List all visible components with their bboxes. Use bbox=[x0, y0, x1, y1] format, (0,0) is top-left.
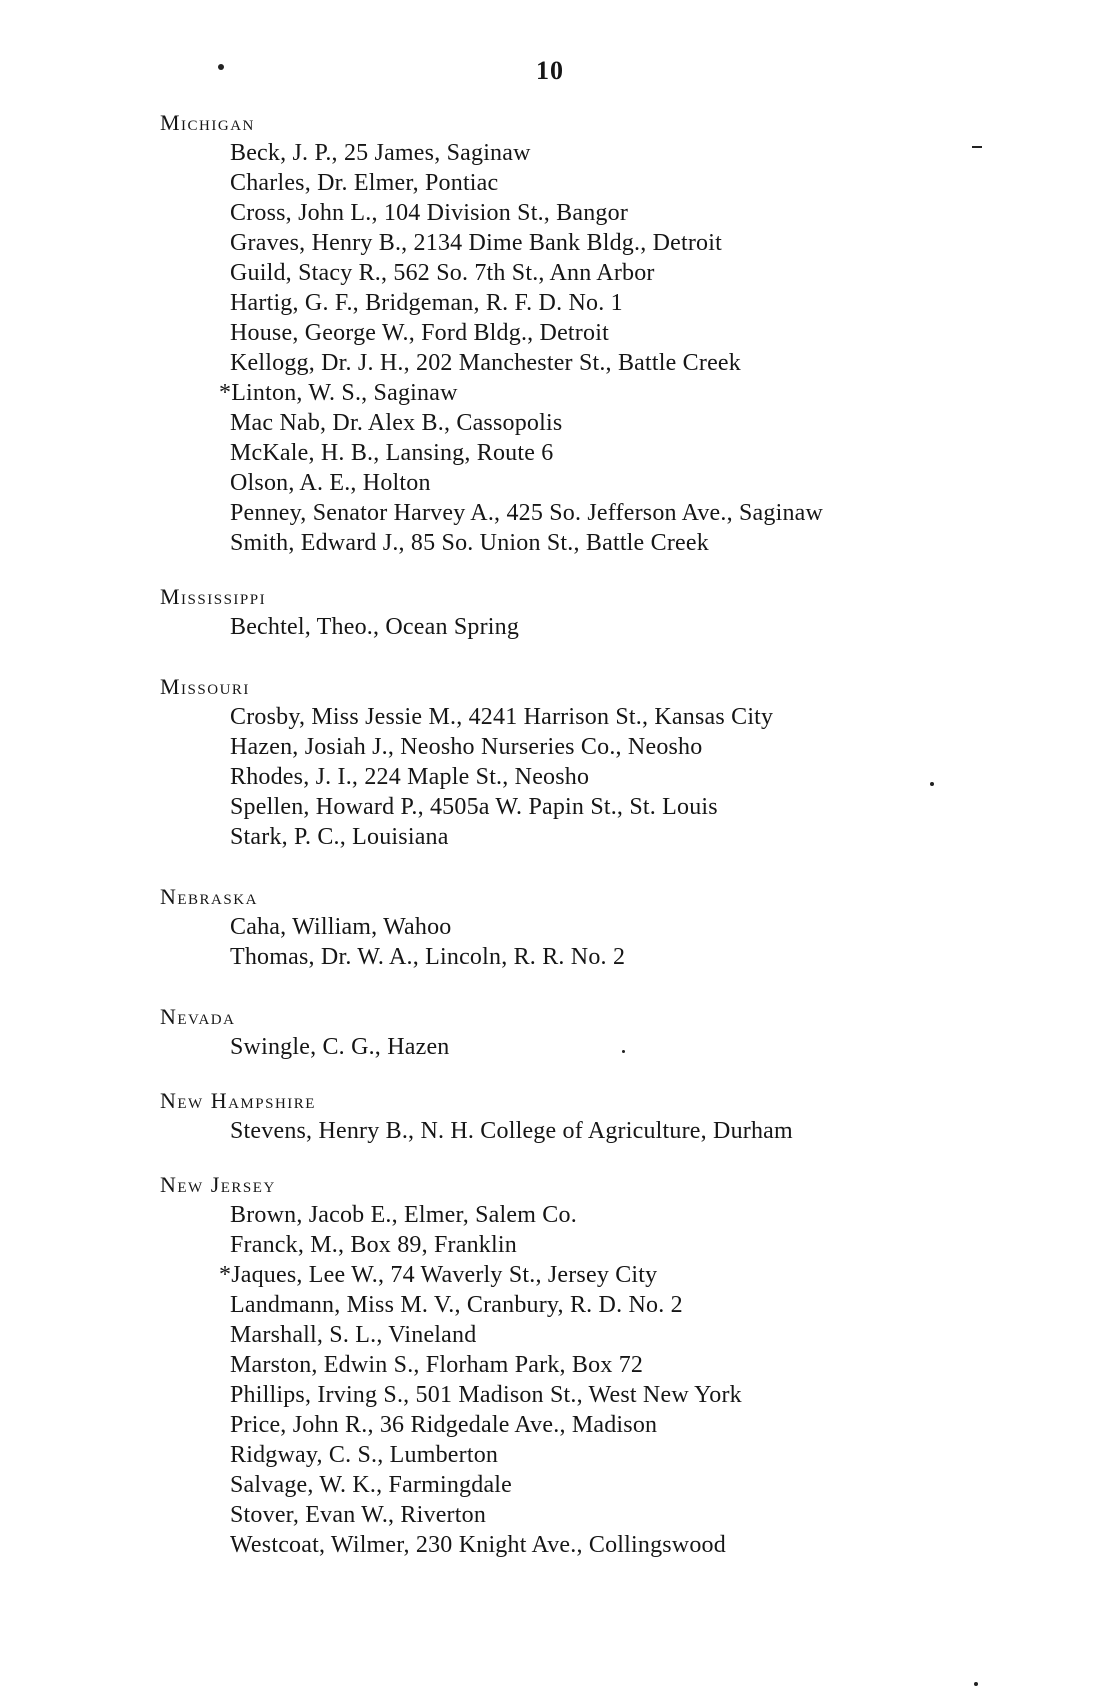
member-entry: Stover, Evan W., Riverton bbox=[230, 1502, 487, 1528]
member-entry: Crosby, Miss Jessie M., 4241 Harrison St., Kansas City bbox=[230, 704, 774, 730]
page-number: 10 bbox=[536, 56, 564, 85]
member-list bbox=[160, 612, 1060, 642]
member-entry: *Jaques, Lee W., 74 Waverly St., Jersey City bbox=[219, 1262, 658, 1288]
member-entry: Marshall, S. L., Vineland bbox=[230, 1322, 477, 1348]
member-entry: Hazen, Josiah J., Neosho Nurseries Co., Neosho bbox=[230, 734, 703, 760]
member-list bbox=[160, 1032, 1060, 1062]
member-entry: Mac Nab, Dr. Alex B., Cassopolis bbox=[230, 410, 563, 436]
state-heading: Michigan bbox=[160, 110, 255, 135]
state-section-nevada bbox=[160, 1002, 1060, 1062]
member-entry: Thomas, Dr. W. A., Lincoln, R. R. No. 2 bbox=[230, 944, 626, 970]
member-list bbox=[160, 1116, 1060, 1146]
member-entry: Penney, Senator Harvey A., 425 So. Jefferson Ave., Saginaw bbox=[230, 500, 824, 526]
member-list bbox=[160, 1200, 1060, 1560]
member-entry: Bechtel, Theo., Ocean Spring bbox=[230, 614, 520, 640]
member-entry: Spellen, Howard P., 4505a W. Papin St., St. Louis bbox=[230, 794, 718, 820]
member-entry: Stark, P. C., Louisiana bbox=[230, 824, 449, 850]
state-heading: Mississippi bbox=[160, 584, 267, 609]
member-entry: *Linton, W. S., Saginaw bbox=[219, 380, 458, 406]
member-list bbox=[160, 702, 1060, 852]
member-entry: Salvage, W. K., Farmingdale bbox=[230, 1472, 513, 1498]
member-entry: Ridgway, C. S., Lumberton bbox=[230, 1442, 499, 1468]
member-entry: Phillips, Irving S., 501 Madison St., West New York bbox=[230, 1382, 742, 1408]
member-entry: Landmann, Miss M. V., Cranbury, R. D. No. 2 bbox=[230, 1292, 683, 1318]
member-entry: Rhodes, J. I., 224 Maple St., Neosho bbox=[230, 764, 590, 790]
member-entry: Beck, J. P., 25 James, Saginaw bbox=[230, 140, 531, 166]
member-entry: Westcoat, Wilmer, 230 Knight Ave., Collingswood bbox=[230, 1532, 726, 1558]
member-list bbox=[160, 912, 1060, 972]
member-entry: Price, John R., 36 Ridgedale Ave., Madison bbox=[230, 1412, 658, 1438]
state-section-mississippi bbox=[160, 582, 1060, 642]
state-heading: Nebraska bbox=[160, 884, 258, 909]
member-entry: Kellogg, Dr. J. H., 202 Manchester St., Battle Creek bbox=[230, 350, 741, 376]
member-entry: Smith, Edward J., 85 So. Union St., Battle Creek bbox=[230, 530, 709, 556]
member-entry: House, George W., Ford Bldg., Detroit bbox=[230, 320, 609, 346]
member-entry: Caha, William, Wahoo bbox=[230, 914, 452, 940]
member-entry: Guild, Stacy R., 562 So. 7th St., Ann Arbor bbox=[230, 260, 655, 286]
state-section-new-jersey bbox=[160, 1170, 1060, 1560]
state-heading: Missouri bbox=[160, 674, 250, 699]
state-heading: Nevada bbox=[160, 1004, 236, 1029]
member-entry: Cross, John L., 104 Division St., Bangor bbox=[230, 200, 629, 226]
member-entry: Stevens, Henry B., N. H. College of Agriculture, Durham bbox=[230, 1118, 793, 1144]
scan-speck bbox=[974, 1682, 978, 1686]
member-entry: McKale, H. B., Lansing, Route 6 bbox=[230, 440, 554, 466]
member-entry: Charles, Dr. Elmer, Pontiac bbox=[230, 170, 499, 196]
state-section-new-hampshire bbox=[160, 1086, 1060, 1146]
state-heading: New Hampshire bbox=[160, 1088, 316, 1113]
member-entry: Swingle, C. G., Hazen bbox=[230, 1034, 450, 1060]
member-entry: Olson, A. E., Holton bbox=[230, 470, 431, 496]
state-section-missouri bbox=[160, 672, 1060, 852]
member-entry: Hartig, G. F., Bridgeman, R. F. D. No. 1 bbox=[230, 290, 623, 316]
member-list bbox=[160, 138, 1060, 558]
state-section-michigan bbox=[160, 108, 1060, 558]
member-entry: Marston, Edwin S., Florham Park, Box 72 bbox=[230, 1352, 644, 1378]
state-heading: New Jersey bbox=[160, 1172, 276, 1197]
member-entry: Graves, Henry B., 2134 Dime Bank Bldg., Detroit bbox=[230, 230, 722, 256]
state-section-nebraska bbox=[160, 882, 1060, 972]
member-entry: Franck, M., Box 89, Franklin bbox=[230, 1232, 517, 1258]
member-entry: Brown, Jacob E., Elmer, Salem Co. bbox=[230, 1202, 577, 1228]
